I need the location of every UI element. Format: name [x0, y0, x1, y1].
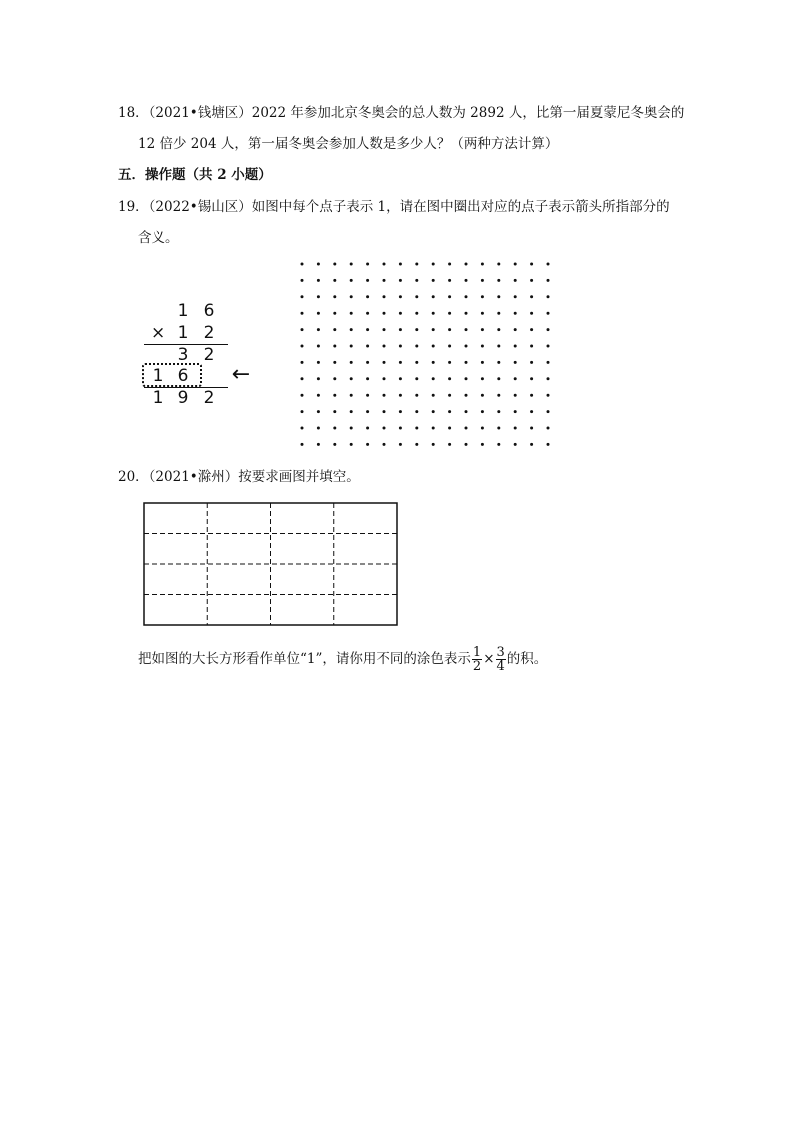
- grid-dot: [432, 328, 435, 331]
- grid-dot: [366, 312, 369, 315]
- grid-dot: [350, 410, 353, 413]
- grid-dot: [333, 361, 336, 364]
- q20-prompt: [138, 645, 547, 673]
- grid-dot: [366, 328, 369, 331]
- grid-dot: [399, 394, 402, 397]
- grid-dot: [383, 345, 386, 348]
- grid-dot: [432, 410, 435, 413]
- grid-dot: [399, 328, 402, 331]
- grid-dot: [383, 427, 386, 430]
- grid-dot: [317, 345, 320, 348]
- grid-dot: [448, 443, 451, 446]
- grid-dot: [333, 279, 336, 282]
- grid-dot: [448, 410, 451, 413]
- fraction-one-half: [472, 646, 482, 673]
- grid-dot: [481, 279, 484, 282]
- grid-dot: [415, 361, 418, 364]
- grid-dot: [366, 279, 369, 282]
- grid-dot: [530, 279, 533, 282]
- grid-dot: [465, 443, 468, 446]
- grid-dot: [465, 263, 468, 266]
- grid-dot: [481, 295, 484, 298]
- grid-dot: [448, 295, 451, 298]
- grid-dot: [350, 427, 353, 430]
- grid-dot: [415, 312, 418, 315]
- grid-dot: [399, 279, 402, 282]
- grid-dot: [415, 377, 418, 380]
- grid-dot: [432, 377, 435, 380]
- grid-dot: [547, 443, 550, 446]
- grid-dot: [301, 345, 304, 348]
- grid-dot: [415, 279, 418, 282]
- grid-dot: [514, 312, 517, 315]
- calc-digit: 2: [203, 388, 215, 408]
- grid-dot: [399, 295, 402, 298]
- q18-text-line2: 12 倍少 204 人，第一届冬奥会参加人数是多少人？（两种方法计算）: [138, 136, 559, 152]
- grid-dot: [317, 361, 320, 364]
- grid-dot: [514, 263, 517, 266]
- grid-dot: [301, 377, 304, 380]
- grid-dot: [415, 295, 418, 298]
- grid-dot: [432, 361, 435, 364]
- calc-digit: 1: [152, 388, 164, 408]
- grid-dot: [317, 279, 320, 282]
- grid-dot: [333, 295, 336, 298]
- grid-dot: [350, 361, 353, 364]
- grid-dot: [465, 279, 468, 282]
- grid-dot: [350, 394, 353, 397]
- grid-dot: [514, 410, 517, 413]
- grid-dot: [399, 345, 402, 348]
- grid-dot: [547, 345, 550, 348]
- grid-dot: [514, 328, 517, 331]
- calc-times-sign: ×: [151, 323, 166, 343]
- grid-dot: [350, 312, 353, 315]
- vertical-multiplication: [138, 300, 258, 410]
- grid-dot: [547, 279, 550, 282]
- grid-dot: [301, 361, 304, 364]
- grid-dot: [432, 295, 435, 298]
- grid-dot: [383, 443, 386, 446]
- grid-dot: [465, 427, 468, 430]
- calc-digit: 3: [177, 345, 189, 365]
- grid-dot: [514, 443, 517, 446]
- fraction-three-quarters: [496, 646, 506, 673]
- grid-dot: [301, 328, 304, 331]
- grid-dot: [497, 263, 500, 266]
- grid-dot: [317, 427, 320, 430]
- grid-dot: [301, 312, 304, 315]
- grid-dot: [399, 361, 402, 364]
- grid-dot: [530, 328, 533, 331]
- grid-dot: [547, 394, 550, 397]
- grid-dot: [350, 295, 353, 298]
- grid-dot: [383, 394, 386, 397]
- grid-dot: [497, 361, 500, 364]
- q18-text-line1: 18．（2021•钱塘区）2022 年参加北京冬奥会的总人数为 2892 人，比第一届夏蒙尼冬奥会的: [118, 105, 685, 121]
- grid-dot: [497, 394, 500, 397]
- grid-dot: [366, 295, 369, 298]
- times-sign: ×: [483, 651, 495, 667]
- grid-dot: [301, 295, 304, 298]
- grid-dot: [432, 345, 435, 348]
- rectangle-grid: [143, 502, 399, 628]
- grid-dot: [497, 443, 500, 446]
- grid-dot: [366, 443, 369, 446]
- grid-dot: [432, 263, 435, 266]
- grid-dot: [465, 410, 468, 413]
- fraction-denominator: 4: [496, 659, 505, 674]
- q19-text-line2: 含义。: [138, 230, 179, 246]
- grid-dot: [530, 312, 533, 315]
- grid-dot: [415, 443, 418, 446]
- grid-dot: [497, 279, 500, 282]
- grid-dot: [415, 394, 418, 397]
- calc-digit: 1: [177, 301, 189, 321]
- grid-dot: [383, 377, 386, 380]
- grid-dot: [399, 427, 402, 430]
- grid-dot: [497, 345, 500, 348]
- section-title: 五．操作题（共 2 小题）: [118, 167, 272, 183]
- grid-dot: [333, 410, 336, 413]
- grid-dot: [350, 345, 353, 348]
- grid-dot: [481, 345, 484, 348]
- grid-dot: [301, 443, 304, 446]
- grid-dot: [497, 410, 500, 413]
- grid-dot: [350, 377, 353, 380]
- grid-dot: [547, 427, 550, 430]
- grid-dot: [333, 427, 336, 430]
- grid-dot: [366, 427, 369, 430]
- grid-dot: [497, 328, 500, 331]
- grid-dot: [514, 345, 517, 348]
- grid-dot: [547, 295, 550, 298]
- grid-dot: [333, 443, 336, 446]
- grid-dot: [481, 394, 484, 397]
- grid-dot: [547, 263, 550, 266]
- grid-dot: [530, 361, 533, 364]
- grid-dot: [301, 279, 304, 282]
- grid-dot: [333, 345, 336, 348]
- grid-dot: [432, 312, 435, 315]
- grid-dot: [465, 295, 468, 298]
- grid-dot: [317, 377, 320, 380]
- grid-dot: [481, 361, 484, 364]
- grid-dot: [497, 427, 500, 430]
- grid-dot: [383, 328, 386, 331]
- grid-dot: [366, 410, 369, 413]
- grid-dot: [448, 394, 451, 397]
- grid-dot: [350, 443, 353, 446]
- grid-dot: [530, 443, 533, 446]
- grid-dot: [399, 410, 402, 413]
- grid-dot: [366, 377, 369, 380]
- grid-dot: [317, 263, 320, 266]
- grid-dot: [448, 328, 451, 331]
- grid-dot: [301, 427, 304, 430]
- fraction-numerator: 1: [472, 645, 482, 660]
- calc-digit: 1: [152, 366, 164, 386]
- grid-dot: [350, 279, 353, 282]
- grid-dot: [465, 361, 468, 364]
- grid-dot: [399, 443, 402, 446]
- calc-digit: 2: [203, 323, 215, 343]
- grid-dot: [530, 263, 533, 266]
- grid-dot: [415, 427, 418, 430]
- grid-dot: [481, 328, 484, 331]
- grid-dot: [399, 377, 402, 380]
- grid-dot: [301, 394, 304, 397]
- grid-dot: [465, 394, 468, 397]
- grid-dot: [317, 394, 320, 397]
- grid-dot: [317, 410, 320, 413]
- grid-dot: [366, 263, 369, 266]
- grid-dot: [481, 443, 484, 446]
- fraction-numerator: 3: [496, 645, 505, 660]
- dot-grid: [292, 255, 554, 451]
- grid-dot: [465, 312, 468, 315]
- calc-digit: 9: [177, 388, 189, 408]
- calc-digit: 6: [177, 366, 189, 386]
- grid-dot: [547, 410, 550, 413]
- grid-dot: [383, 279, 386, 282]
- grid-dot: [333, 312, 336, 315]
- grid-dot: [333, 377, 336, 380]
- grid-dot: [448, 312, 451, 315]
- grid-dot: [448, 377, 451, 380]
- grid-dot: [481, 377, 484, 380]
- grid-dot: [317, 443, 320, 446]
- grid-dot: [448, 279, 451, 282]
- grid-dot: [514, 427, 517, 430]
- grid-dot: [415, 410, 418, 413]
- grid-dot: [497, 312, 500, 315]
- grid-dot: [448, 427, 451, 430]
- grid-dot: [514, 361, 517, 364]
- grid-dot: [383, 361, 386, 364]
- grid-dot: [497, 377, 500, 380]
- grid-dot: [415, 263, 418, 266]
- grid-dot: [366, 361, 369, 364]
- grid-dot: [432, 394, 435, 397]
- grid-dot: [432, 427, 435, 430]
- grid-dot: [448, 263, 451, 266]
- grid-dot: [530, 427, 533, 430]
- grid-dot: [432, 443, 435, 446]
- grid-dot: [350, 328, 353, 331]
- grid-dot: [481, 410, 484, 413]
- grid-dot: [547, 312, 550, 315]
- left-arrow-icon: ←: [231, 362, 251, 387]
- grid-dot: [448, 345, 451, 348]
- grid-dot: [366, 394, 369, 397]
- grid-dot: [301, 263, 304, 266]
- grid-dot: [481, 427, 484, 430]
- grid-dot: [547, 328, 550, 331]
- grid-dot: [383, 295, 386, 298]
- grid-dot: [465, 328, 468, 331]
- grid-dot: [514, 377, 517, 380]
- grid-dot: [415, 328, 418, 331]
- grid-dot: [481, 312, 484, 315]
- grid-dot: [383, 312, 386, 315]
- grid-dot: [350, 263, 353, 266]
- grid-dot: [530, 295, 533, 298]
- grid-dot: [481, 263, 484, 266]
- grid-dot: [497, 295, 500, 298]
- calc-digit: 6: [203, 301, 215, 321]
- grid-dot: [547, 361, 550, 364]
- q20-prompt-after: 的积。: [506, 651, 548, 667]
- grid-dot: [383, 263, 386, 266]
- grid-dot: [448, 361, 451, 364]
- fraction-denominator: 2: [472, 659, 482, 674]
- grid-dot: [415, 345, 418, 348]
- grid-dot: [530, 345, 533, 348]
- calc-digit: 2: [203, 345, 215, 365]
- grid-dot: [465, 377, 468, 380]
- grid-dot: [514, 394, 517, 397]
- grid-dot: [317, 312, 320, 315]
- grid-dot: [530, 394, 533, 397]
- calc-digit: 1: [177, 323, 189, 343]
- grid-dot: [514, 295, 517, 298]
- grid-dot: [301, 410, 304, 413]
- grid-dot: [547, 377, 550, 380]
- grid-dot: [530, 410, 533, 413]
- q19-text-line1: 19．（2022•锡山区）如图中每个点子表示 1，请在图中圈出对应的点子表示箭头所指部分的: [118, 199, 670, 215]
- grid-dot: [333, 263, 336, 266]
- grid-dot: [514, 279, 517, 282]
- grid-dot: [317, 295, 320, 298]
- grid-dot: [383, 410, 386, 413]
- grid-dot: [333, 394, 336, 397]
- grid-dot: [465, 345, 468, 348]
- grid-dot: [317, 328, 320, 331]
- q20-text-line1: 20．（2021•滁州）按要求画图并填空。: [118, 469, 360, 485]
- grid-dot: [333, 328, 336, 331]
- q20-prompt-before: 把如图的大长方形看作单位“1”，请你用不同的涂色表示: [138, 651, 471, 667]
- grid-dot: [366, 345, 369, 348]
- grid-dot: [399, 312, 402, 315]
- grid-dot: [399, 263, 402, 266]
- grid-dot: [432, 279, 435, 282]
- grid-dot: [530, 377, 533, 380]
